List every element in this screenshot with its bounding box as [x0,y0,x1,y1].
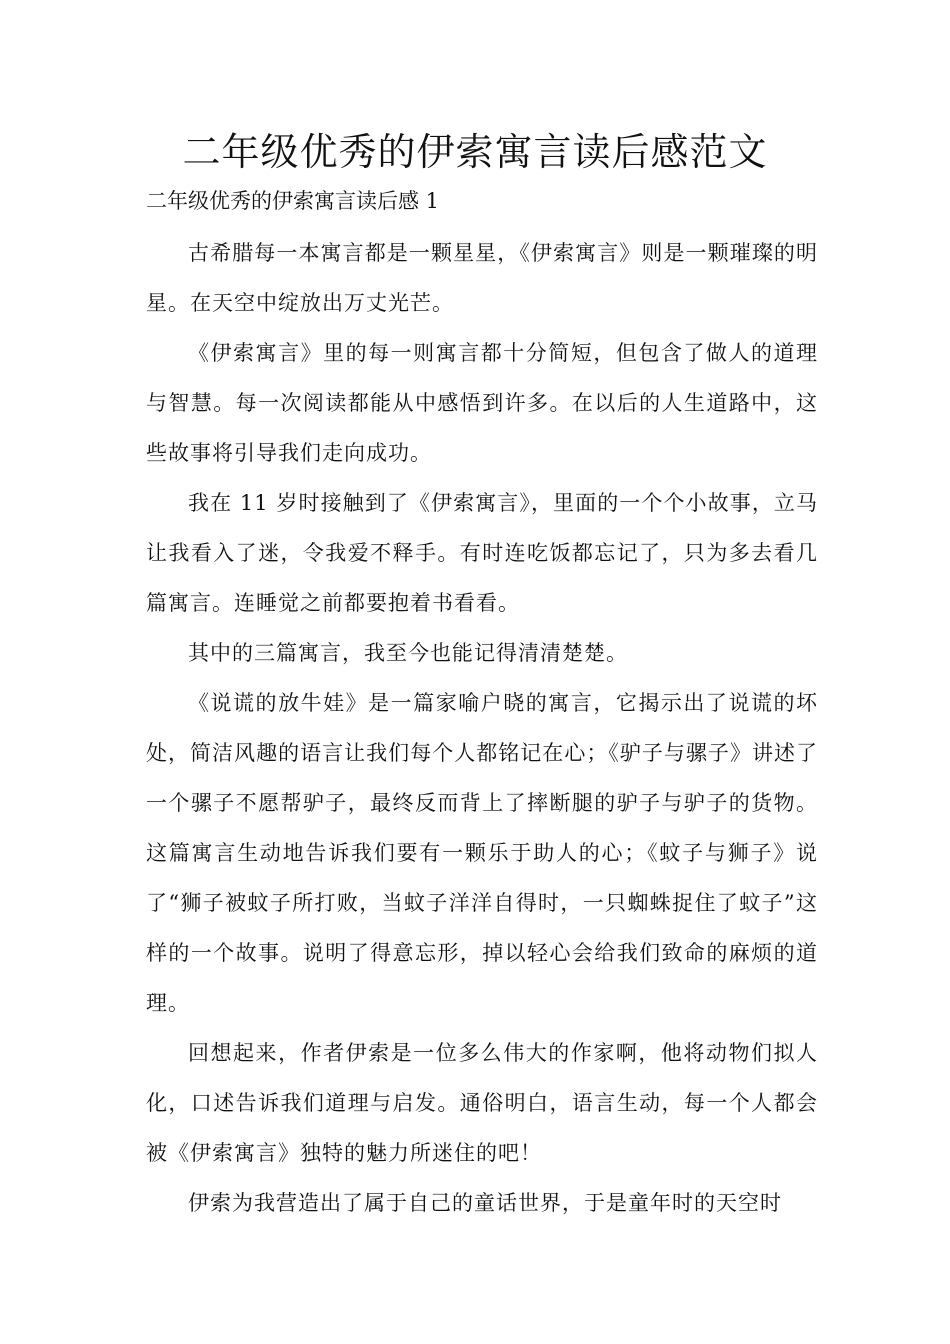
paragraph: 其中的三篇寓言，我至今也能记得清清楚楚。 [188,641,628,665]
paragraph: 《说谎的放牛娃》是一篇家喻户晓的寓言，它揭示出了说谎的坏处，简洁风趣的语言让我们每个人都铭记在心；《驴子与骡子》讲述了一个骡子不愿帮驴子，最终反而背上了摔断腿的驴子与驴子的货物。这篇寓言生动地告诉我们要有一颗乐于助人的心；《蚊子与狮子》说了“狮子被蚊子所打败，当蚊子洋洋自得时，一只蜘蛛捉住了蚊子”这样的一个故事。说明了得意忘形，掉以轻心会给我们致命的麻烦的道理。 [146,691,818,1015]
document-title: 二年级优秀的伊索寓言读后感范文 [182,130,768,174]
section-heading: 二年级优秀的伊索寓言读后感 1 [146,189,440,213]
paragraph: 古希腊每一本寓言都是一颗星星，《伊索寓言》则是一颗璀璨的明星。在天空中绽放出万丈光芒。 [146,241,818,315]
document-body [146,228,818,1228]
paragraph: 《伊索寓言》里的每一则寓言都十分简短，但包含了做人的道理与智慧。每一次阅读都能从中感悟到许多。在以后的人生道路中，这些故事将引导我们走向成功。 [146,341,818,465]
paragraph: 回想起来，作者伊索是一位多么伟大的作家啊，他将动物们拟人化，口述告诉我们道理与启发。通俗明白，语言生动，每一个人都会被《伊索寓言》独特的魅力所迷住的吧！ [146,1041,818,1165]
paragraph: 我在 11 岁时接触到了《伊索寓言》，里面的一个个小故事，立马让我看入了迷，令我爱不释手。有时连吃饭都忘记了，只为多去看几篇寓言。连睡觉之前都要抱着书看看。 [146,491,818,615]
paragraph: 伊索为我营造出了属于自己的童话世界，于是童年时的天空时 [188,1191,782,1215]
